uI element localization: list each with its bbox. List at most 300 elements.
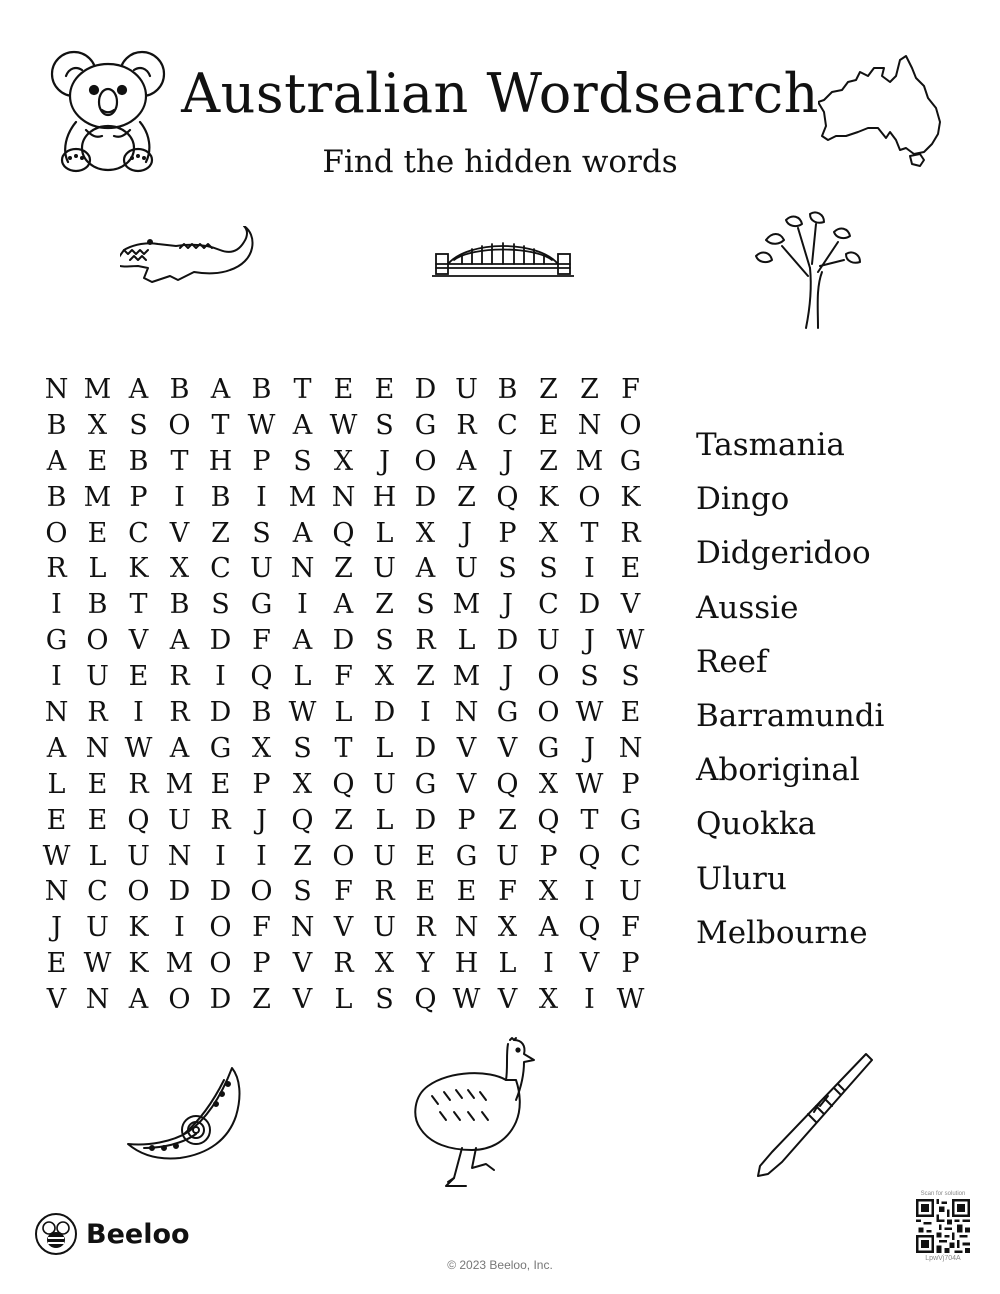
grid-letter[interactable]: N [85, 984, 110, 1016]
grid-letter[interactable]: G [209, 732, 232, 764]
grid-letter[interactable]: G [496, 697, 519, 729]
grid-letter[interactable]: I [420, 697, 431, 729]
grid-letter[interactable]: O [86, 625, 109, 657]
grid-letter[interactable]: A [333, 589, 354, 621]
grid-letter[interactable]: V [456, 768, 477, 800]
bee-logo-icon [34, 1212, 78, 1256]
grid-letter[interactable]: E [87, 445, 108, 477]
grid-letter[interactable]: W [329, 409, 358, 441]
grid-letter[interactable]: Q [537, 804, 560, 836]
grid-letter[interactable]: E [538, 409, 559, 441]
grid-letter[interactable]: A [292, 625, 313, 657]
grid-letter[interactable]: D [373, 697, 396, 729]
grid-letter[interactable]: J [584, 732, 595, 764]
grid-letter[interactable]: U [455, 553, 478, 585]
grid-letter[interactable]: V [46, 984, 67, 1016]
grid-letter[interactable]: S [293, 876, 312, 908]
grid-letter[interactable]: Z [334, 553, 353, 585]
grid-letter[interactable]: N [167, 840, 192, 872]
australia-map-icon [818, 48, 958, 170]
grid-letter[interactable]: I [133, 697, 144, 729]
grid-letter[interactable]: B [169, 589, 190, 621]
grid-letter[interactable]: P [498, 517, 517, 549]
grid-letter[interactable]: H [372, 481, 397, 513]
grid-letter[interactable]: O [414, 445, 437, 477]
grid-letter[interactable]: S [375, 409, 394, 441]
grid-letter[interactable]: A [292, 409, 313, 441]
grid-letter[interactable]: W [616, 625, 645, 657]
grid-letter[interactable]: U [373, 840, 396, 872]
grid-letter[interactable]: G [619, 445, 642, 477]
grid-letter[interactable]: W [83, 948, 112, 980]
grid-letter[interactable]: I [51, 661, 62, 693]
grid-letter[interactable]: V [333, 912, 354, 944]
grid-letter[interactable]: R [128, 768, 149, 800]
grid-letter[interactable]: J [256, 804, 267, 836]
grid-letter[interactable]: T [580, 517, 599, 549]
grid-letter[interactable]: I [174, 912, 185, 944]
grid-letter[interactable]: Q [291, 804, 314, 836]
grid-letter[interactable]: T [334, 732, 353, 764]
grid-letter[interactable]: S [416, 589, 435, 621]
grid-letter[interactable]: R [210, 804, 231, 836]
grid-letter[interactable]: J [584, 625, 595, 657]
word-list [696, 418, 884, 960]
grid-letter[interactable]: Z [416, 661, 435, 693]
grid-letter[interactable]: V [292, 984, 313, 1016]
grid-letter[interactable]: X [538, 517, 559, 549]
grid-letter[interactable]: E [415, 876, 436, 908]
grid-letter[interactable]: V [456, 732, 477, 764]
word-list-item: Aboriginal [696, 752, 860, 789]
grid-letter[interactable]: A [456, 445, 477, 477]
grid-letter[interactable]: D [332, 625, 355, 657]
grid-letter[interactable]: P [621, 948, 640, 980]
word-grid [36, 372, 652, 1018]
grid-letter[interactable]: T [293, 374, 312, 405]
grid-letter[interactable]: W [124, 732, 153, 764]
grid-letter[interactable]: I [215, 840, 226, 872]
grid-letter[interactable]: X [292, 768, 313, 800]
grid-letter[interactable]: D [414, 732, 437, 764]
grid-letter[interactable]: X [333, 445, 354, 477]
grid-letter[interactable]: A [169, 732, 190, 764]
grid-letter[interactable]: V [497, 984, 518, 1016]
grid-letter[interactable]: M [83, 481, 112, 513]
grid-letter[interactable]: G [455, 840, 478, 872]
grid-letter[interactable]: G [414, 409, 437, 441]
emu-icon [410, 1036, 542, 1194]
grid-letter[interactable]: J [379, 445, 390, 477]
grid-letter[interactable]: P [252, 445, 271, 477]
tree-icon [752, 206, 868, 330]
copyright: © 2023 Beeloo, Inc. [447, 1258, 553, 1272]
grid-letter[interactable]: G [619, 804, 642, 836]
grid-letter[interactable]: M [165, 948, 194, 980]
grid-letter[interactable]: X [251, 732, 272, 764]
qr-label: Scan for solution [920, 1191, 966, 1197]
grid-letter[interactable]: U [373, 768, 396, 800]
grid-letter[interactable]: Z [334, 804, 353, 836]
grid-letter[interactable]: A [538, 912, 559, 944]
grid-letter[interactable]: P [129, 481, 148, 513]
grid-letter[interactable]: W [288, 697, 317, 729]
grid-letter[interactable]: A [210, 374, 231, 405]
grid-letter[interactable]: Z [293, 840, 312, 872]
grid-letter[interactable]: Z [580, 374, 599, 405]
grid-letter[interactable]: L [293, 661, 312, 693]
grid-letter[interactable]: Q [578, 840, 601, 872]
grid-letter[interactable]: K [128, 553, 149, 585]
grid-letter[interactable]: N [454, 697, 479, 729]
grid-letter[interactable]: Z [375, 589, 394, 621]
grid-letter[interactable]: S [293, 445, 312, 477]
grid-letter[interactable]: O [578, 481, 601, 513]
grid-letter[interactable]: P [252, 948, 271, 980]
grid-letter[interactable]: E [620, 697, 641, 729]
grid-letter[interactable]: W [616, 984, 645, 1016]
grid-letter[interactable]: N [44, 876, 69, 908]
grid-letter[interactable]: Z [252, 984, 271, 1016]
grid-letter[interactable]: W [247, 409, 276, 441]
grid-letter[interactable]: V [292, 948, 313, 980]
grid-letter[interactable]: E [128, 661, 149, 693]
grid-letter[interactable]: Q [496, 768, 519, 800]
brand [34, 1212, 190, 1256]
grid-letter[interactable]: D [496, 625, 519, 657]
grid-letter[interactable]: U [250, 553, 273, 585]
word-list-item: Aussie [696, 589, 799, 626]
grid-letter[interactable]: O [619, 409, 642, 441]
grid-letter[interactable]: E [456, 876, 477, 908]
page-subtitle: Find the hidden words [322, 144, 678, 180]
grid-letter[interactable]: P [457, 804, 476, 836]
grid-letter[interactable]: Z [211, 517, 230, 549]
grid-letter[interactable]: O [168, 409, 191, 441]
grid-letter[interactable]: D [209, 876, 232, 908]
grid-letter[interactable]: R [169, 661, 190, 693]
grid-letter[interactable]: D [168, 876, 191, 908]
grid-letter[interactable]: W [452, 984, 481, 1016]
grid-letter[interactable]: I [174, 481, 185, 513]
word-list-item: Quokka [696, 806, 817, 843]
word-list-item: Uluru [696, 860, 787, 897]
grid-letter[interactable]: L [88, 553, 107, 585]
grid-letter[interactable]: T [580, 804, 599, 836]
grid-letter[interactable]: H [454, 948, 479, 980]
grid-letter[interactable]: N [618, 732, 643, 764]
grid-letter[interactable]: S [211, 589, 230, 621]
grid-letter[interactable]: L [375, 804, 394, 836]
grid-letter[interactable]: T [211, 409, 230, 441]
grid-letter[interactable]: X [169, 553, 190, 585]
grid-letter[interactable]: D [414, 481, 437, 513]
grid-letter[interactable]: E [210, 768, 231, 800]
boomerang-icon [124, 1064, 242, 1160]
grid-letter[interactable]: O [537, 661, 560, 693]
grid-letter[interactable]: X [87, 409, 108, 441]
grid-letter[interactable]: S [498, 553, 517, 585]
grid-letter[interactable]: B [251, 697, 272, 729]
grid-letter[interactable]: V [128, 625, 149, 657]
grid-letter[interactable]: U [537, 625, 560, 657]
grid-letter[interactable]: Q [414, 984, 437, 1016]
grid-letter[interactable]: R [169, 697, 190, 729]
grid-letter[interactable]: V [620, 589, 641, 621]
grid-letter[interactable]: L [457, 625, 476, 657]
grid-letter[interactable]: V [579, 948, 600, 980]
grid-letter[interactable]: R [415, 625, 436, 657]
grid-letter[interactable]: F [621, 374, 640, 405]
grid-letter[interactable]: U [86, 912, 109, 944]
grid-letter[interactable]: O [45, 517, 68, 549]
grid-letter[interactable]: C [128, 517, 149, 549]
grid-letter[interactable]: I [51, 589, 62, 621]
grid-letter[interactable]: R [415, 912, 436, 944]
grid-letter[interactable]: X [374, 948, 395, 980]
grid-letter[interactable]: C [87, 876, 108, 908]
grid-letter[interactable]: B [210, 481, 231, 513]
grid-letter[interactable]: Q [250, 661, 273, 693]
grid-letter[interactable]: E [87, 517, 108, 549]
grid-letter[interactable]: L [88, 840, 107, 872]
grid-letter[interactable]: E [415, 840, 436, 872]
grid-letter[interactable]: P [539, 840, 558, 872]
grid-letter[interactable]: A [128, 374, 149, 405]
grid-letter[interactable]: N [290, 553, 315, 585]
qr-code-label: LpwVj704A [925, 1255, 961, 1262]
grid-letter[interactable]: J [502, 661, 513, 693]
grid-letter[interactable]: M [575, 445, 604, 477]
grid-letter[interactable]: N [44, 374, 69, 405]
grid-letter[interactable]: F [334, 661, 353, 693]
grid-letter[interactable]: A [46, 732, 67, 764]
grid-letter[interactable]: I [256, 481, 267, 513]
grid-letter[interactable]: F [621, 912, 640, 944]
grid-letter[interactable]: Z [457, 481, 476, 513]
grid-letter[interactable]: R [620, 517, 641, 549]
grid-letter[interactable]: O [537, 697, 560, 729]
qr-code-icon[interactable] [916, 1199, 970, 1253]
grid-letter[interactable]: G [45, 625, 68, 657]
grid-letter[interactable]: L [334, 984, 353, 1016]
grid-letter[interactable]: S [539, 553, 558, 585]
grid-letter[interactable]: S [375, 984, 394, 1016]
grid-letter[interactable]: W [42, 840, 71, 872]
grid-letter[interactable]: Q [496, 481, 519, 513]
grid-letter[interactable]: Q [578, 912, 601, 944]
grid-letter[interactable]: O [168, 984, 191, 1016]
grid-letter[interactable]: B [169, 374, 190, 405]
grid-letter[interactable]: U [86, 661, 109, 693]
grid-letter[interactable]: S [621, 661, 640, 693]
grid-letter[interactable]: V [497, 732, 518, 764]
grid-letter[interactable]: E [333, 374, 354, 405]
grid-letter[interactable]: J [461, 517, 472, 549]
grid-letter[interactable]: Z [539, 445, 558, 477]
grid-letter[interactable]: J [502, 445, 513, 477]
word-list-item: Didgeridoo [696, 535, 871, 572]
grid-letter[interactable]: K [128, 912, 149, 944]
grid-letter[interactable]: L [375, 517, 394, 549]
grid-letter[interactable]: B [46, 409, 67, 441]
grid-letter[interactable]: O [209, 912, 232, 944]
grid-letter[interactable]: M [83, 374, 112, 405]
grid-letter[interactable]: X [538, 984, 559, 1016]
word-list-item: Melbourne [696, 914, 868, 951]
koala-icon [46, 44, 170, 176]
grid-letter[interactable]: O [209, 948, 232, 980]
grid-letter[interactable]: K [128, 948, 149, 980]
grid-letter[interactable]: L [375, 732, 394, 764]
grid-letter[interactable]: D [414, 804, 437, 836]
grid-letter[interactable]: K [538, 481, 559, 513]
grid-letter[interactable]: A [169, 625, 190, 657]
grid-letter[interactable]: O [332, 840, 355, 872]
grid-letter[interactable]: A [128, 984, 149, 1016]
grid-letter[interactable]: M [165, 768, 194, 800]
grid-letter[interactable]: Z [498, 804, 517, 836]
grid-letter[interactable]: P [621, 768, 640, 800]
grid-letter[interactable]: Z [539, 374, 558, 405]
grid-letter[interactable]: Y [416, 948, 435, 980]
grid-letter[interactable]: D [209, 697, 232, 729]
grid-letter[interactable]: A [46, 445, 67, 477]
grid-letter[interactable]: C [497, 409, 518, 441]
grid-letter[interactable]: H [208, 445, 233, 477]
grid-letter[interactable]: R [333, 948, 354, 980]
grid-letter[interactable]: B [128, 445, 149, 477]
grid-letter[interactable]: L [47, 768, 66, 800]
grid-letter[interactable]: F [334, 876, 353, 908]
grid-letter[interactable]: P [252, 768, 271, 800]
grid-letter[interactable]: B [46, 481, 67, 513]
crocodile-icon [120, 226, 256, 298]
grid-letter[interactable]: X [538, 876, 559, 908]
grid-letter[interactable]: M [452, 661, 481, 693]
grid-letter[interactable]: R [46, 553, 67, 585]
grid-letter[interactable]: W [575, 697, 604, 729]
grid-letter[interactable]: B [251, 374, 272, 405]
grid-letter[interactable]: U [373, 553, 396, 585]
grid-letter[interactable]: D [414, 374, 437, 405]
grid-letter[interactable]: O [127, 876, 150, 908]
grid-letter[interactable]: C [210, 553, 231, 585]
grid-letter[interactable]: N [454, 912, 479, 944]
grid-letter[interactable]: I [215, 661, 226, 693]
word-list-item: Tasmania [696, 427, 845, 463]
grid-letter[interactable]: L [334, 697, 353, 729]
grid-letter[interactable]: R [87, 697, 108, 729]
qr-block [910, 1190, 976, 1263]
grid-letter[interactable]: B [497, 374, 518, 405]
grid-letter[interactable]: R [374, 876, 395, 908]
grid-letter[interactable]: Q [332, 517, 355, 549]
grid-letter[interactable]: E [620, 553, 641, 585]
grid-letter[interactable]: Q [127, 804, 150, 836]
grid-letter[interactable]: O [250, 876, 273, 908]
grid-letter[interactable]: X [374, 661, 395, 693]
grid-letter[interactable]: I [584, 553, 595, 585]
grid-letter[interactable]: L [498, 948, 517, 980]
grid-letter[interactable]: A [292, 517, 313, 549]
harbour-bridge-icon [432, 236, 574, 278]
grid-letter[interactable]: M [288, 481, 317, 513]
grid-letter[interactable]: J [51, 912, 62, 944]
grid-letter[interactable]: D [578, 589, 601, 621]
grid-letter[interactable]: F [252, 625, 271, 657]
grid-letter[interactable]: A [415, 553, 436, 585]
word-list-item: Reef [696, 643, 768, 680]
grid-letter[interactable]: S [293, 732, 312, 764]
grid-letter[interactable]: S [252, 517, 271, 549]
grid-letter[interactable]: N [290, 912, 315, 944]
grid-letter[interactable]: F [498, 876, 517, 908]
grid-letter[interactable]: E [87, 804, 108, 836]
grid-letter[interactable]: C [538, 589, 559, 621]
grid-letter[interactable]: Q [332, 768, 355, 800]
page-title: Australian Wordsearch [181, 62, 819, 125]
grid-letter[interactable]: X [415, 517, 436, 549]
word-list-item: Barramundi [696, 697, 885, 734]
grid-letter[interactable]: E [374, 374, 395, 405]
grid-letter[interactable]: I [584, 876, 595, 908]
grid-letter[interactable]: C [620, 840, 641, 872]
grid-letter[interactable]: K [620, 481, 641, 513]
grid-letter[interactable]: D [209, 625, 232, 657]
grid-letter[interactable]: S [580, 661, 599, 693]
grid-letter[interactable]: E [46, 948, 67, 980]
word-list-item: Dingo [696, 481, 790, 518]
brand-name: Beeloo [86, 1218, 190, 1250]
grid-letter[interactable]: T [129, 589, 148, 621]
grid-letter[interactable]: W [575, 768, 604, 800]
grid-letter[interactable]: G [250, 589, 273, 621]
grid-letter[interactable]: J [502, 589, 513, 621]
grid-letter[interactable]: E [46, 804, 67, 836]
grid-letter[interactable]: I [584, 984, 595, 1016]
grid-letter[interactable]: M [452, 589, 481, 621]
grid-letter[interactable]: D [209, 984, 232, 1016]
grid-letter[interactable]: N [331, 481, 356, 513]
grid-letter[interactable]: F [252, 912, 271, 944]
grid-letter[interactable]: S [129, 409, 148, 441]
grid-letter[interactable]: I [543, 948, 554, 980]
grid-letter[interactable]: U [496, 840, 519, 872]
grid-letter[interactable]: R [456, 409, 477, 441]
grid-letter[interactable]: U [619, 876, 642, 908]
grid-letter[interactable]: N [577, 409, 602, 441]
grid-letter[interactable]: B [87, 589, 108, 621]
grid-letter[interactable]: U [127, 840, 150, 872]
grid-letter[interactable]: U [168, 804, 191, 836]
grid-letter[interactable]: I [256, 840, 267, 872]
grid-letter[interactable]: N [85, 732, 110, 764]
grid-letter[interactable]: U [373, 912, 396, 944]
grid-letter[interactable]: E [87, 768, 108, 800]
grid-letter[interactable]: I [297, 589, 308, 621]
grid-letter[interactable]: X [497, 912, 518, 944]
grid-letter[interactable]: X [538, 768, 559, 800]
grid-letter[interactable]: N [44, 697, 69, 729]
grid-letter[interactable]: T [170, 445, 189, 477]
grid-letter[interactable]: V [169, 517, 190, 549]
grid-letter[interactable]: G [414, 768, 437, 800]
grid-letter[interactable]: S [375, 625, 394, 657]
grid-letter[interactable]: G [537, 732, 560, 764]
didgeridoo-icon [746, 1050, 876, 1180]
grid-letter[interactable]: U [455, 374, 478, 405]
